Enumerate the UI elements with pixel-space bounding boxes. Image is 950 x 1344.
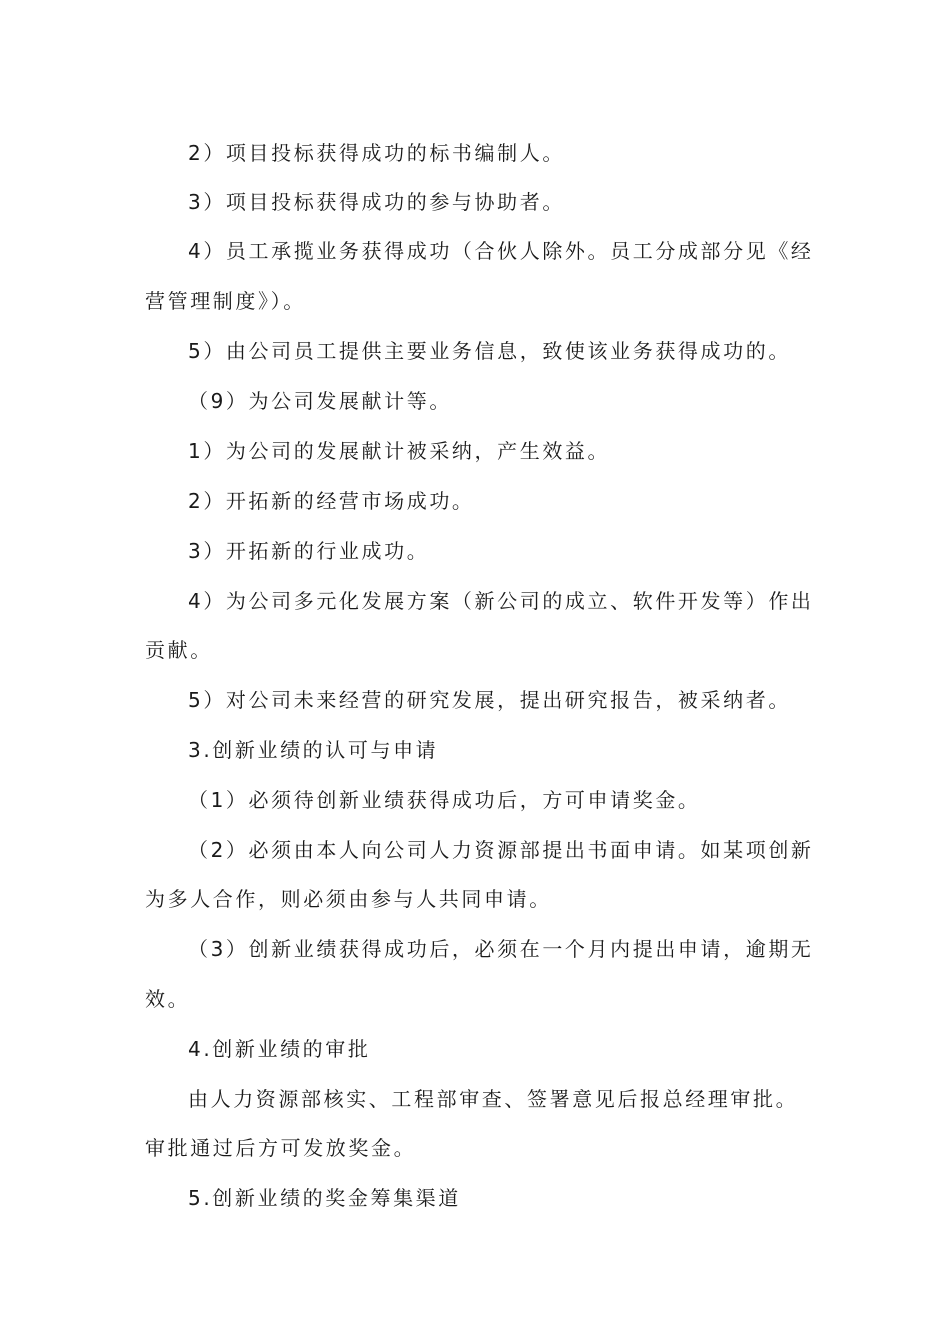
text-line: 4）员工承揽业务获得成功（合伙人除外。员工分成部分见《经 [188,239,814,263]
text-line: 5）由公司员工提供主要业务信息，致使该业务获得成功的。 [188,339,791,363]
text-line: 3）项目投标获得成功的参与协助者。 [188,190,565,214]
text-line: 为多人合作，则必须由参与人共同申请。 [145,887,552,911]
text-line: 贡献。 [145,638,213,662]
text-line: （1）必须待创新业绩获得成功后，方可申请奖金。 [188,788,701,812]
text-line: 营管理制度》）。 [145,289,306,313]
section-heading: 5.创新业绩的奖金筹集渠道 [188,1186,461,1210]
text-line: 2）项目投标获得成功的标书编制人。 [188,141,565,165]
text-line: 5）对公司未来经营的研究发展，提出研究报告，被采纳者。 [188,688,791,712]
text-line: （9）为公司发展献计等。 [188,389,452,413]
text-line: 审批通过后方可发放奖金。 [145,1136,417,1160]
text-line: （2）必须由本人向公司人力资源部提出书面申请。如某项创新 [188,838,814,862]
text-line: 3）开拓新的行业成功。 [188,539,430,563]
text-line: 2）开拓新的经营市场成功。 [188,489,475,513]
text-line: 效。 [145,987,191,1011]
text-line: 由人力资源部核实、工程部审查、签署意见后报总经理审批。 [188,1087,799,1111]
text-line: 4）为公司多元化发展方案（新公司的成立、软件开发等）作出 [188,589,814,613]
section-heading: 4.创新业绩的审批 [188,1037,371,1061]
text-line: 1）为公司的发展献计被采纳，产生效益。 [188,439,611,463]
section-heading: 3.创新业绩的认可与申请 [188,738,439,762]
text-line: （3）创新业绩获得成功后，必须在一个月内提出申请，逾期无 [188,937,814,961]
